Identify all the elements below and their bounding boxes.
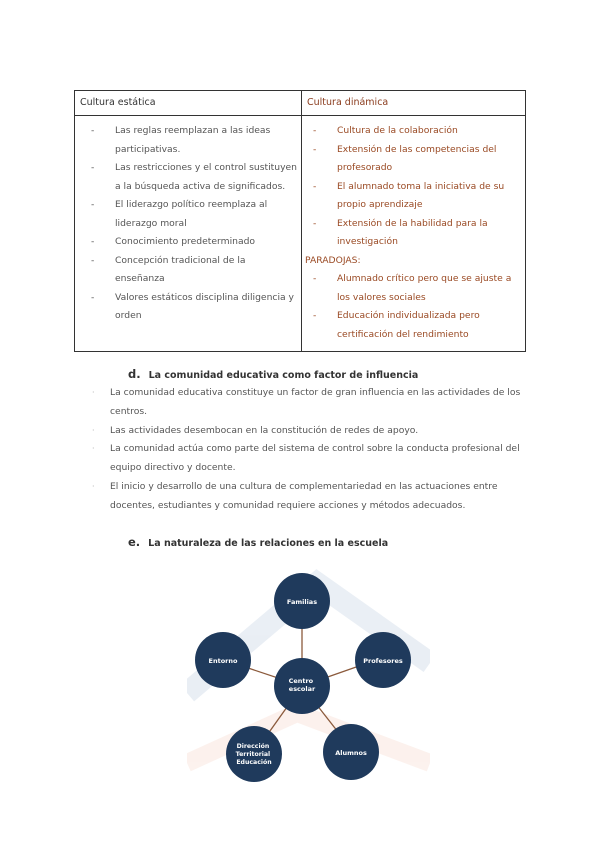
node-alumnos bbox=[323, 724, 379, 780]
section-d-list bbox=[92, 384, 528, 516]
school-relations-diagram bbox=[187, 563, 430, 793]
list-item: - Las reglas reemplazan a las ideas participativas. bbox=[91, 125, 271, 155]
list-item: - El alumnado toma la iniciativa de su propio aprendizaje bbox=[313, 180, 505, 210]
list-item: · Las actividades desembocan en la constitución de redes de apoyo. bbox=[92, 424, 419, 436]
center-label-line-2: escolar bbox=[288, 685, 316, 693]
section-e-title: La naturaleza de las relaciones en la escuela bbox=[148, 538, 389, 549]
center-label-line-1: Centro bbox=[288, 677, 314, 685]
list-item: · La comunidad educativa constituye un factor de gran influencia en las actividades de los centros. bbox=[92, 387, 521, 417]
list-item: - Extensión de la habilidad para la investigación bbox=[313, 217, 488, 247]
svg-text:Dirección Territoria bbox=[236, 742, 273, 766]
section-d-title: La comunidad educativa como factor de influencia bbox=[148, 370, 419, 381]
list-item: · El inicio y desarrollo de una cultura de complementariedad en las actuaciones entre docentes, estudiantes y comunidad requiere acciones y métodos adecuados. bbox=[92, 480, 498, 511]
list-item: - Concepción tradicional de la enseñanza bbox=[91, 254, 246, 284]
list-item: - Extensión de las competencias del profesorado bbox=[313, 143, 497, 173]
table-column-divider bbox=[301, 91, 302, 351]
node-centro-escolar bbox=[274, 658, 330, 714]
static-culture-header: Cultura estática bbox=[80, 97, 156, 108]
svg-text:Familias: Familias bbox=[286, 598, 318, 606]
list-item: · La comunidad actúa como parte del sistema de control sobre la conducta profesional del equipo directivo y docente. bbox=[92, 443, 520, 474]
static-culture-column bbox=[91, 122, 297, 326]
section-d-letter: d. bbox=[128, 367, 141, 381]
node-familias bbox=[274, 573, 330, 629]
node-label-line-3: Educación bbox=[236, 759, 272, 766]
svg-text:Profesores: Profesores bbox=[363, 657, 403, 665]
list-item: - Las restricciones y el control sustituyen a la búsqueda activa de significados. bbox=[91, 162, 297, 192]
node-profesores bbox=[355, 632, 411, 688]
svg-text:Centro escolar bbox=[289, 677, 316, 693]
svg-text:Entorno: Entorno bbox=[208, 657, 238, 665]
dynamic-culture-column bbox=[305, 122, 523, 344]
dynamic-culture-header: Cultura dinámica bbox=[307, 97, 389, 108]
list-item: - El liderazgo político reemplaza al liderazgo moral bbox=[91, 199, 268, 229]
svg-text:Alumnos: Alumnos bbox=[335, 749, 367, 757]
list-item: - Alumnado crítico pero que se ajuste a los valores sociales bbox=[313, 273, 512, 303]
list-item: - Cultura de la colaboración bbox=[313, 125, 458, 136]
node-direccion-territorial bbox=[226, 726, 282, 782]
section-d-heading bbox=[128, 367, 418, 381]
section-e-letter: e. bbox=[128, 535, 141, 549]
paradox-label: PARADOJAS: bbox=[305, 254, 361, 266]
node-entorno bbox=[195, 632, 251, 688]
list-item: - Conocimiento predeterminado bbox=[91, 236, 256, 247]
section-e-heading bbox=[128, 535, 388, 549]
node-label-line-2: Territorial bbox=[235, 751, 271, 758]
culture-comparison-table bbox=[74, 90, 526, 352]
table-header-divider bbox=[75, 115, 525, 116]
node-label-line-1: Dirección bbox=[236, 743, 270, 750]
list-item: - Educación individualizada pero certificación del rendimiento bbox=[313, 310, 480, 340]
list-item: - Valores estáticos disciplina diligencia y orden bbox=[91, 291, 294, 321]
